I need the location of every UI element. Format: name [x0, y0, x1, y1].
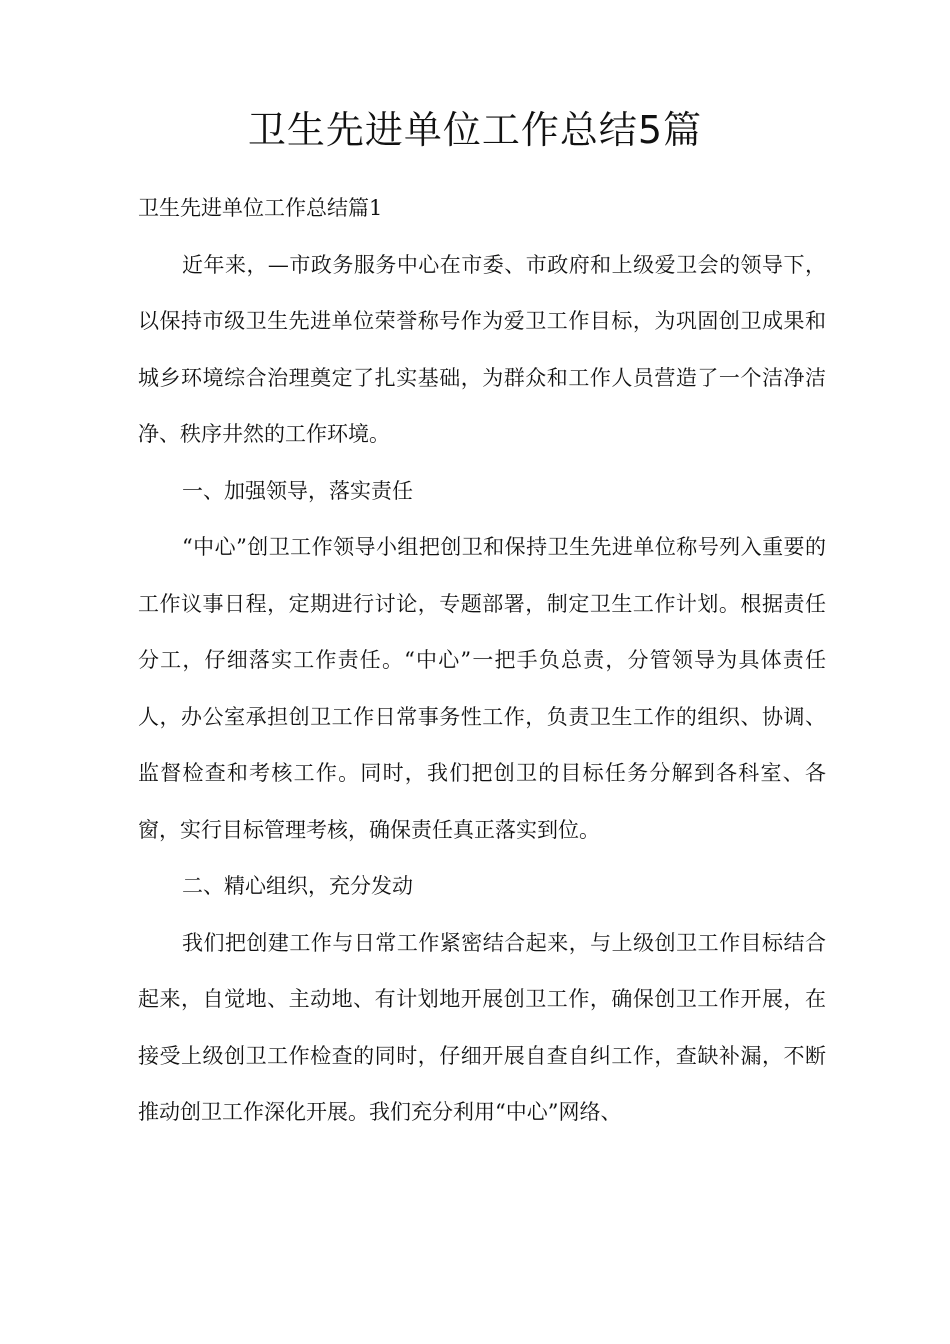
paragraph-intro: 近年来，—市政务服务中心在市委、市政府和上级爱卫会的领导下，以保持市级卫生先进单位荣誉称号作为爱卫工作目标，为巩固创卫成果和城乡环境综合治理奠定了扎实基础，为群众和工作人员营造了一个洁净洁净、秩序井然的工作环境。: [138, 252, 826, 446]
document-body: [138, 180, 826, 1141]
section-heading-1: 一、加强领导，落实责任: [182, 478, 413, 503]
document-title: 卫生先进单位工作总结5篇: [247, 108, 703, 152]
section-heading-2: 二、精心组织，充分发动: [182, 874, 413, 898]
section-heading: 卫生先进单位工作总结篇1: [138, 196, 383, 220]
paragraph-organization: 我们把创建工作与日常工作紧密结合起来，与上级创卫工作目标结合起来，自觉地、主动地、有计划地开展创卫工作，确保创卫工作开展，在接受上级创卫工作检查的同时，仔细开展自查自纠工作，查缺补漏，不断推动创卫工作深化开展。我们充分利用“中心”网络、: [138, 930, 826, 1124]
paragraph-leadership: “中心”创卫工作领导小组把创卫和保持卫生先进单位称号列入重要的工作议事日程，定期进行讨论，专题部署，制定卫生工作计划。根据责任分工，仔细落实工作责任。“中心”一把手负总责，分管领导为具体责任人，办公室承担创卫工作日常事务性工作，负责卫生工作的组织、协调、监督检查和考核工作。同时，我们把创卫的目标任务分解到各科室、各窗，实行目标管理考核，确保责任真正落实到位。: [138, 535, 826, 842]
